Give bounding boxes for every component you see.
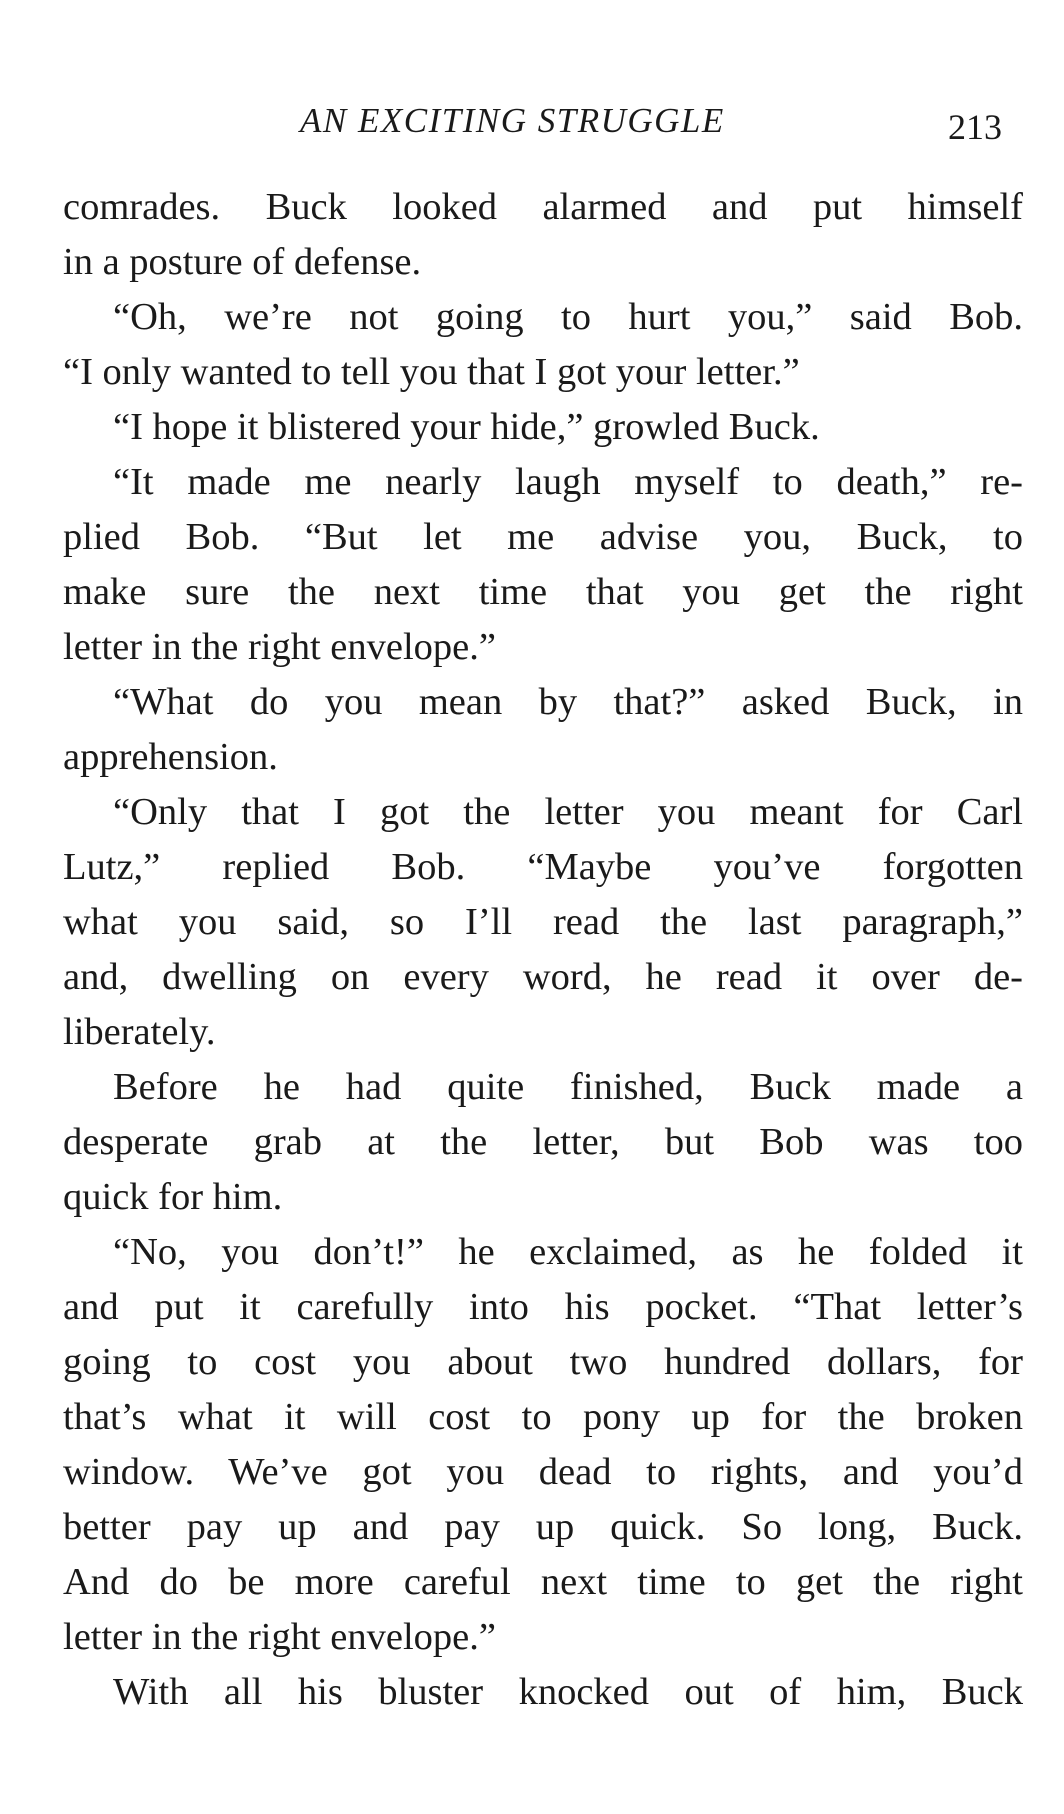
text-line: “Only that I got the letter you meant for Carl xyxy=(113,791,1023,833)
text-line: and put it carefully into his pocket. “That letter’s xyxy=(63,1286,1023,1328)
body-text xyxy=(63,180,1023,1720)
text-line: “No, you don’t!” he exclaimed, as he folded it xyxy=(113,1231,1023,1273)
text-line: liberately. xyxy=(63,1011,216,1053)
text-line: Before he had quite finished, Buck made a xyxy=(113,1066,1023,1108)
text-line: in a posture of defense. xyxy=(63,241,422,283)
text-line: letter in the right envelope.” xyxy=(63,1616,496,1658)
text-line: “It made me nearly laugh myself to death,” re- xyxy=(113,461,1023,503)
text-line: “I only wanted to tell you that I got your letter.” xyxy=(63,351,800,393)
text-line: going to cost you about two hundred dollars, for xyxy=(63,1341,1023,1383)
text-line: comrades. Buck looked alarmed and put himself xyxy=(63,186,1023,228)
running-title: AN EXCITING STRUGGLE xyxy=(300,101,725,140)
text-line: And do be more careful next time to get the right xyxy=(63,1561,1023,1603)
text-line: “What do you mean by that?” asked Buck, in xyxy=(113,681,1023,723)
text-line: what you said, so I’ll read the last paragraph,” xyxy=(63,901,1023,943)
text-line: apprehension. xyxy=(63,736,278,778)
running-head xyxy=(0,96,1064,146)
text-line: letter in the right envelope.” xyxy=(63,626,496,668)
text-line: window. We’ve got you dead to rights, and you’d xyxy=(63,1451,1023,1493)
text-line: plied Bob. “But let me advise you, Buck, to xyxy=(63,516,1023,558)
text-line: that’s what it will cost to pony up for the broken xyxy=(63,1396,1023,1438)
text-line: better pay up and pay up quick. So long, Buck. xyxy=(63,1506,1023,1548)
text-line: “I hope it blistered your hide,” growled Buck. xyxy=(113,406,820,448)
text-line: and, dwelling on every word, he read it over de- xyxy=(63,956,1023,998)
text-line: With all his bluster knocked out of him, Buck xyxy=(113,1671,1023,1713)
text-line: quick for him. xyxy=(63,1176,283,1218)
text-line: “Oh, we’re not going to hurt you,” said Bob. xyxy=(113,296,1023,338)
text-line: desperate grab at the letter, but Bob was too xyxy=(63,1121,1023,1163)
text-line: make sure the next time that you get the right xyxy=(63,571,1023,613)
text-line: Lutz,” replied Bob. “Maybe you’ve forgotten xyxy=(63,846,1023,888)
page-number: 213 xyxy=(948,107,1002,147)
